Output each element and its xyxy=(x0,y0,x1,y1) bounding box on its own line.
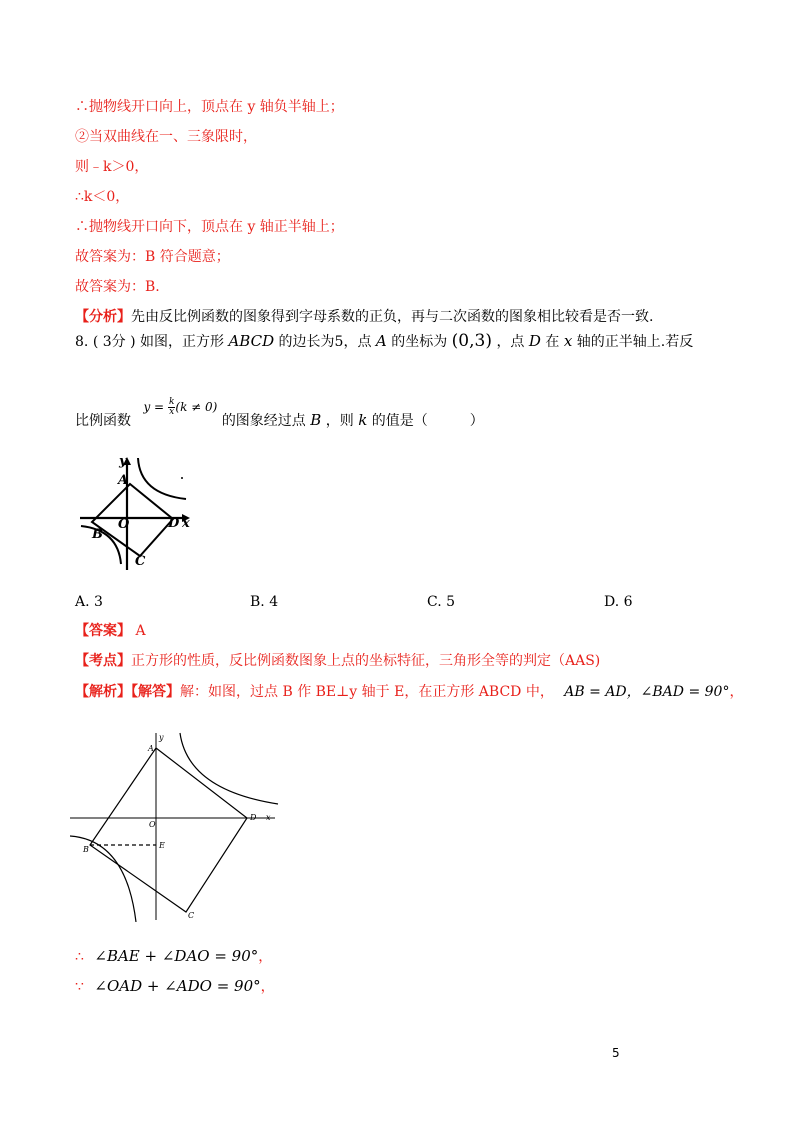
label-y: y xyxy=(159,733,164,742)
answer-text: A xyxy=(135,623,146,639)
solution-figure xyxy=(70,728,282,922)
label-x: x xyxy=(266,813,271,822)
option-b: B. 4 xyxy=(250,594,279,610)
question-text: 如图，正方形 xyxy=(140,334,224,350)
math-d: D xyxy=(528,332,541,350)
therefore-symbol: ∴ xyxy=(75,949,84,965)
kaodian-line xyxy=(75,651,600,671)
label-b: B xyxy=(92,527,103,542)
label-o: O xyxy=(149,820,156,829)
label-b: B xyxy=(83,845,89,854)
question-text: 的图象经过点 xyxy=(221,413,306,429)
hyperbola-branch-1 xyxy=(180,733,278,804)
hyperbola-branch-2 xyxy=(70,836,136,922)
because-end: ， xyxy=(260,979,275,995)
because-line xyxy=(75,976,275,997)
solution-line-4: ∴k＜0， xyxy=(75,189,130,205)
dot-mark xyxy=(181,477,183,479)
therefore-line xyxy=(75,946,272,967)
label-c: C xyxy=(135,554,146,569)
answer-line xyxy=(75,621,146,641)
square-abcd xyxy=(90,748,247,912)
solution-line-6: 故答案为：B 符合题意； xyxy=(75,249,230,265)
question-text: 比例函数 xyxy=(75,413,131,429)
math-a: A xyxy=(375,332,387,350)
label-y: y xyxy=(119,454,127,469)
math-b: B xyxy=(310,411,322,429)
analysis-line xyxy=(75,307,653,327)
question-text: 的坐标为 xyxy=(391,334,448,350)
jiexi-tag: 【解析】【解答】 xyxy=(75,684,180,700)
function-expression xyxy=(143,397,217,417)
question-text: 在 xyxy=(545,334,560,350)
therefore-expression: ∠BAE + ∠DAO = 90° xyxy=(94,947,259,965)
func-den: x xyxy=(169,407,175,417)
question-text: 的值是（ ） xyxy=(371,413,484,429)
label-x: x xyxy=(182,516,190,531)
label-a: A xyxy=(118,473,129,488)
analysis-tag: 【分析】 xyxy=(75,309,131,325)
option-d: D. 6 xyxy=(604,594,633,610)
question-text: ，则 xyxy=(325,413,354,429)
jiexi-end: ， xyxy=(729,684,744,700)
question-figure xyxy=(78,452,198,574)
math-coord: (0,3) xyxy=(451,331,492,351)
math-abcd: ABCD xyxy=(228,332,275,350)
question-line-2 xyxy=(75,397,484,431)
jiexi-text: 解：如图，过点 B 作 BE⊥y 轴于 E，在正方形 ABCD 中， xyxy=(180,684,554,700)
option-c: C. 5 xyxy=(427,594,456,610)
question-number: 8. xyxy=(75,334,89,350)
solution-line-1: ∴抛物线开口向上，顶点在 y 轴负半轴上； xyxy=(75,99,344,115)
because-expression: ∠OAD + ∠ADO = 90° xyxy=(94,977,261,995)
option-a: A. 3 xyxy=(75,594,103,610)
label-c: C xyxy=(188,911,195,920)
page-number: 5 xyxy=(612,1046,620,1060)
square-abcd xyxy=(92,484,173,556)
question-score: ( 3分 ) xyxy=(92,334,136,350)
jiexi-equation: AB = AD，∠BAD = 90° xyxy=(564,684,730,700)
label-e: E xyxy=(159,841,165,850)
label-d: D xyxy=(250,813,257,822)
kaodian-tag: 【考点】 xyxy=(75,653,131,669)
func-y: y = xyxy=(143,400,165,414)
answer-tag: 【答案】 xyxy=(75,623,131,639)
solution-line-3: 则﹣k＞0， xyxy=(75,159,149,175)
label-a: A xyxy=(148,744,154,753)
func-cond: (k ≠ 0) xyxy=(175,400,218,414)
hyperbola-branch-1 xyxy=(138,458,186,499)
label-d: D xyxy=(168,516,180,531)
label-o: O xyxy=(118,517,130,532)
analysis-text: 先由反比例函数的图象得到字母系数的正负，再与二次函数的图象相比较看是否一致. xyxy=(131,309,654,325)
question-text: ，点 xyxy=(496,334,525,350)
func-num: k xyxy=(168,397,175,407)
question-line-1 xyxy=(75,331,693,352)
solution-line-7: 故答案为：B. xyxy=(75,279,160,295)
kaodian-text: 正方形的性质，反比例函数图象上点的坐标特征，三角形全等的判定（AAS) xyxy=(131,653,601,669)
therefore-end: ， xyxy=(258,949,273,965)
solution-line-2: ②当双曲线在一、三象限时， xyxy=(75,129,257,145)
math-k: k xyxy=(358,411,368,429)
question-text: 轴的正半轴上.若反 xyxy=(576,334,694,350)
question-text: 的边长为5，点 xyxy=(278,334,372,350)
jiexi-line xyxy=(75,682,743,702)
math-x: x xyxy=(563,332,573,350)
because-symbol: ∵ xyxy=(75,979,84,995)
solution-line-5: ∴抛物线开口向下，顶点在 y 轴正半轴上； xyxy=(75,219,344,235)
